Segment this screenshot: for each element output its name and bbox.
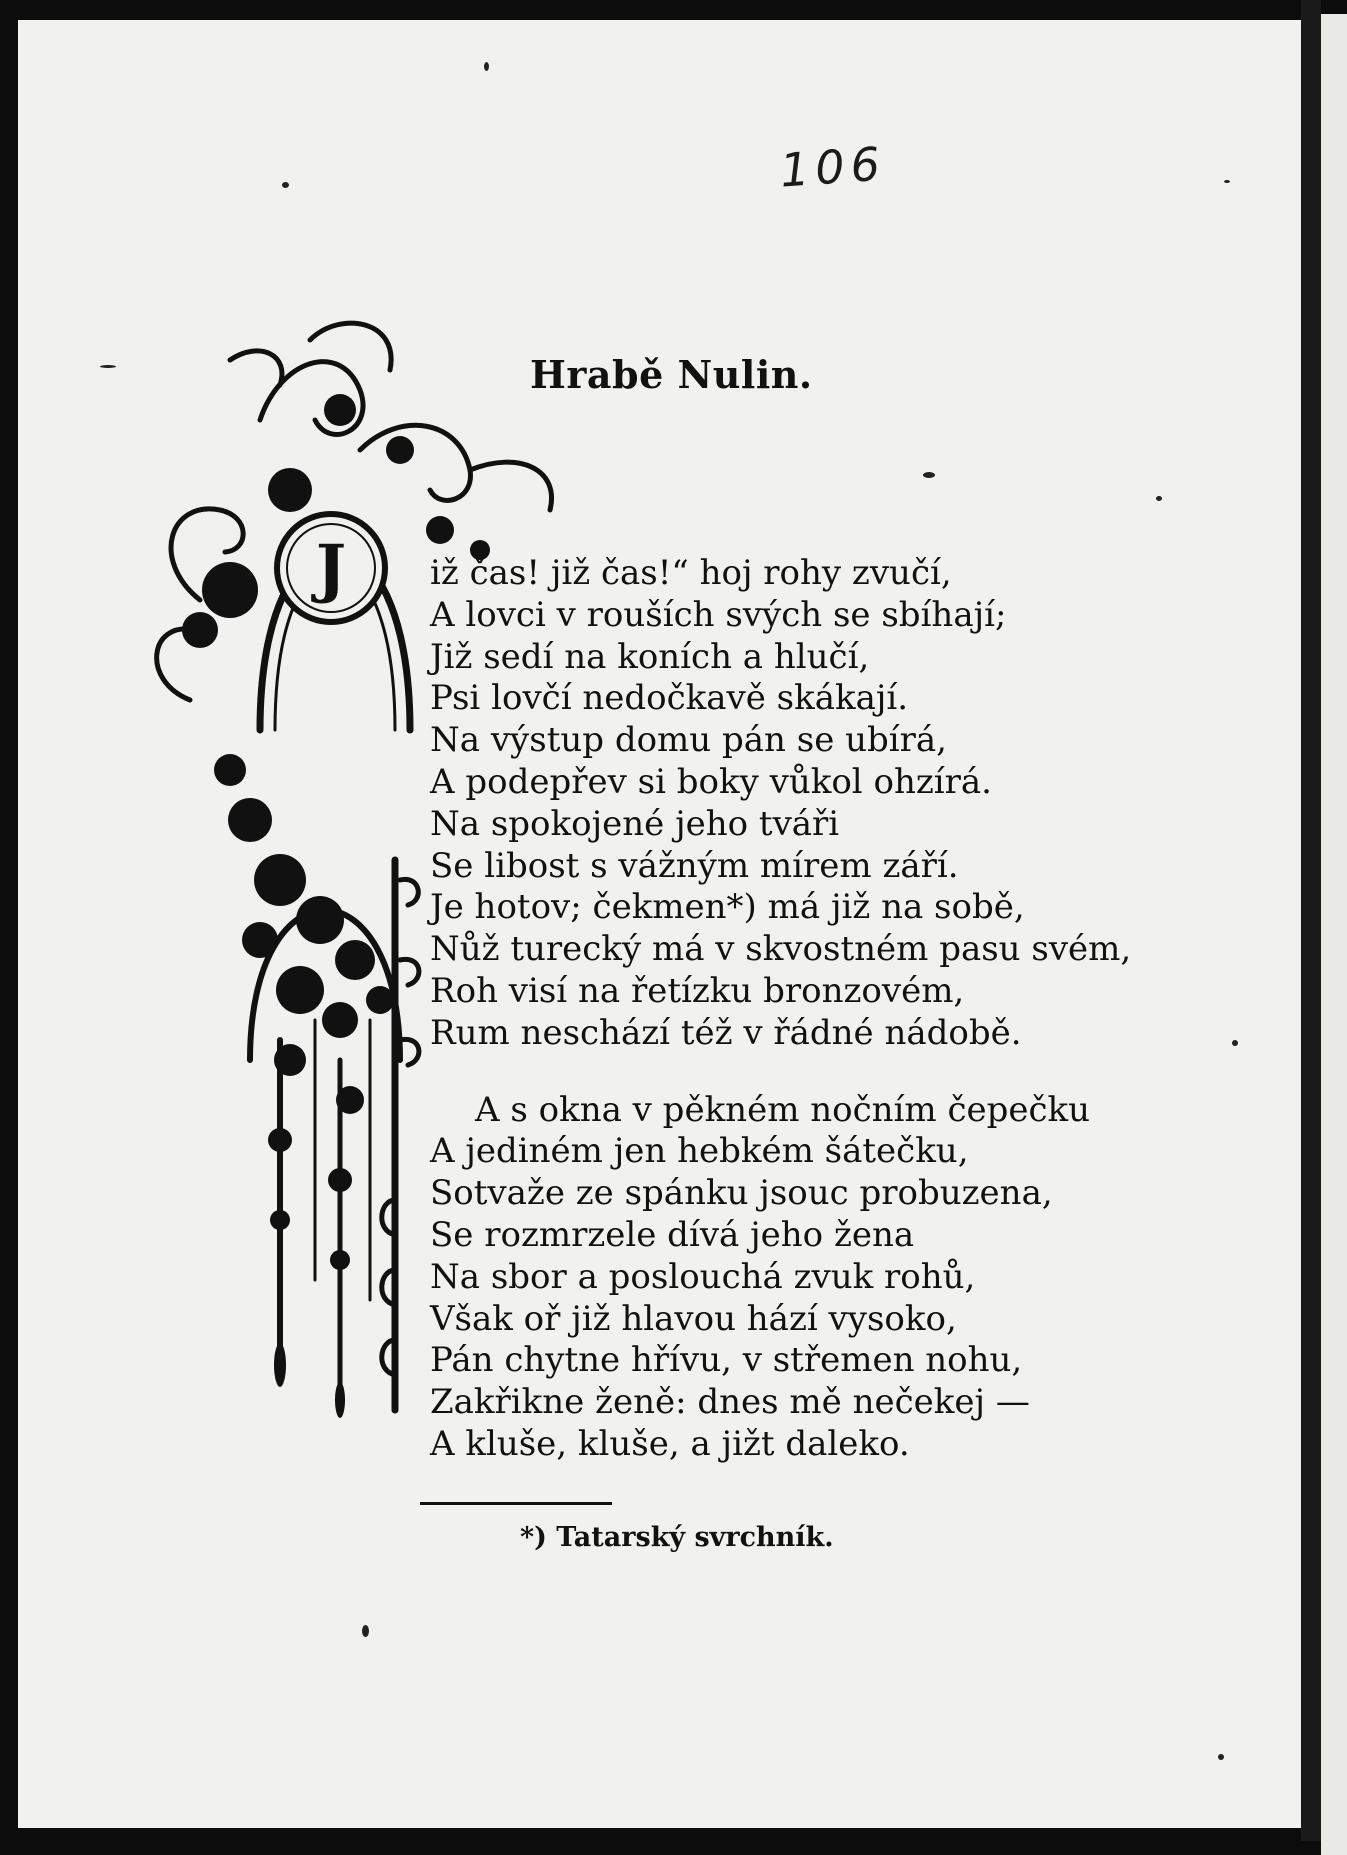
poem-line: A kluše, kluše, a jižt daleko. — [430, 1423, 910, 1464]
scan-speck — [1232, 1040, 1238, 1046]
stanza-2 — [430, 1090, 1131, 1466]
scan-speck — [484, 62, 489, 71]
poem-line: A lovci v rouších svých se sbíhají; — [430, 594, 1007, 635]
scan-speck — [282, 182, 289, 188]
poem-text — [430, 553, 1131, 1466]
poem-line: A jediném jen hebkém šátečku, — [430, 1131, 969, 1172]
poem-line: Na spokojené jeho tváři — [430, 803, 840, 844]
poem-line: Se rozmrzele dívá jeho žena — [430, 1214, 915, 1255]
poem-line: Pán chytne hřívu, v střemen nohu, — [430, 1340, 1023, 1381]
poem-title: Hrabě Nulin. — [530, 352, 813, 397]
poem-line: Se libost s vážným mírem září. — [430, 845, 959, 886]
poem-line: Rum neschází též v řádné nádobě. — [430, 1012, 1022, 1053]
scan-speck — [1156, 496, 1162, 501]
adjacent-page-edge — [1321, 14, 1347, 1855]
poem-line: A podepřev si boky vůkol ohzírá. — [430, 761, 992, 802]
scan-speck — [923, 472, 935, 478]
poem-line: iž čas! již čas!“ hoj rohy zvučí, — [430, 553, 952, 593]
poem-line: Však oř již hlavou hází vysoko, — [430, 1298, 957, 1339]
scan-speck — [1224, 180, 1230, 183]
scan-speck — [362, 1625, 369, 1637]
poem-line: Je hotov; čekmen*) má již na sobě, — [430, 887, 1025, 928]
page-gutter-shadow — [1301, 0, 1321, 1841]
poem-line: Již sedí na koních a hlučí, — [430, 636, 870, 677]
scan-speck — [1218, 1754, 1224, 1760]
poem-line: Roh visí na řetízku bronzovém, — [430, 970, 965, 1011]
poem-line: Nůž turecký má v skvostném pasu svém, — [430, 929, 1132, 970]
poem-line: Zakřikne ženě: dnes mě nečekej — — [430, 1382, 1030, 1423]
poem-line: Sotvaže ze spánku jsouc probuzena, — [430, 1173, 1053, 1214]
drop-cap-initial: J — [315, 530, 347, 606]
footnote-rule — [420, 1502, 612, 1505]
stanza-1 — [430, 553, 1131, 1055]
footnote: *) Tatarský svrchník. — [520, 1522, 834, 1553]
scan-speck — [100, 365, 116, 368]
page-number: 106 — [778, 136, 888, 198]
poem-line: Na sbor a poslouchá zvuk rohů, — [430, 1256, 976, 1297]
poem-line: A s okna v pěkném nočním čepečku — [475, 1089, 1091, 1130]
poem-line: Na výstup domu pán se ubírá, — [430, 720, 947, 761]
poem-line: Psi lovčí nedočkavě skákají. — [430, 678, 909, 719]
